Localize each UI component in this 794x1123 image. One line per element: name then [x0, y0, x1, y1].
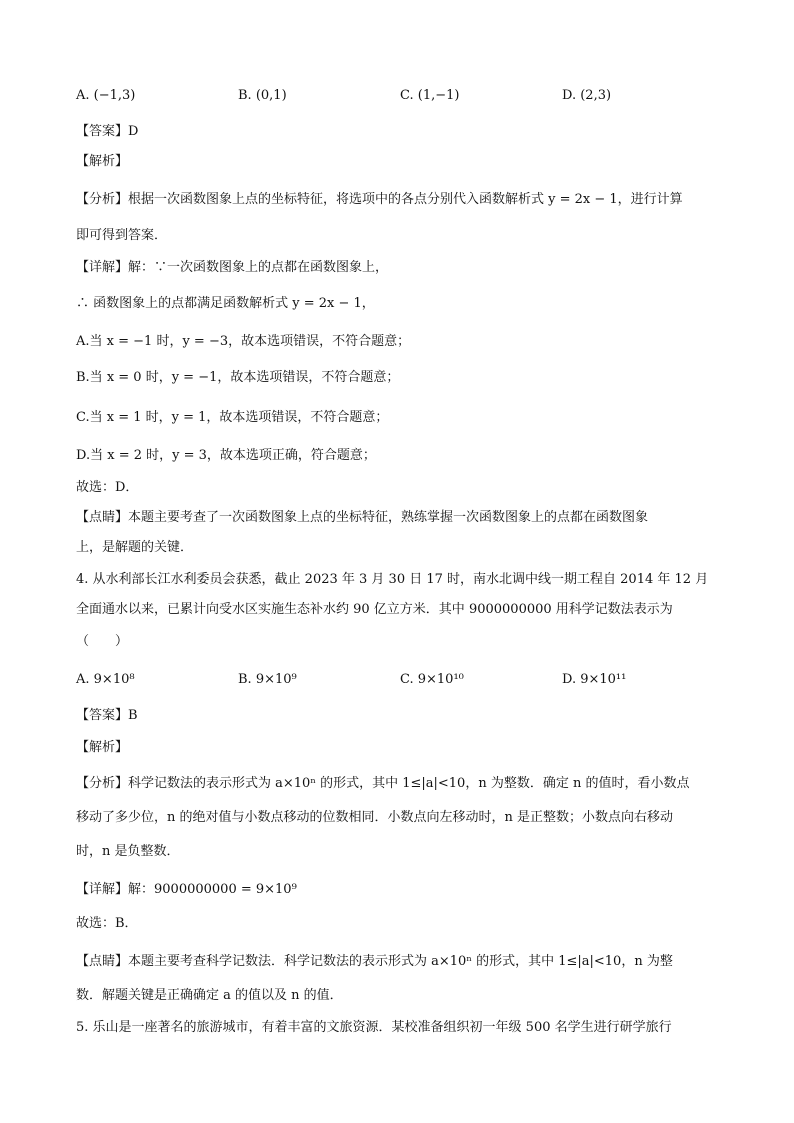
q3-b-check: B.当 x = 0 时，y = −1，故本选项错误，不符合题意； [76, 370, 400, 385]
q4-option-b: B. 9×10⁹ [238, 672, 297, 687]
q4-fenxi-line-3: 时，n 是负整数． [76, 844, 180, 859]
q3-answer: 【答案】D [76, 124, 139, 139]
q3-option-d: D. (2,3) [562, 88, 612, 103]
q3-option-c: C. (1,−1) [400, 88, 460, 103]
q3-analysis-label: 【解析】 [76, 154, 129, 169]
q3-d-check: D.当 x = 2 时，y = 3，故本选项正确，符合题意； [76, 448, 376, 463]
q4-option-d: D. 9×10¹¹ [562, 672, 627, 687]
q4-analysis-label: 【解析】 [76, 740, 129, 755]
q4-option-a: A. 9×10⁸ [76, 672, 135, 687]
q4-stem-line-1: 4. 从水利部长江水利委员会获悉，截止 2023 年 3 月 30 日 17 时，南水北调中线一期工程自 2014 年 12 月 [76, 572, 709, 587]
q3-a-check: A.当 x = −1 时，y = −3，故本选项错误，不符合题意； [76, 334, 411, 349]
q4-dianjing-line-1: 【点睛】本题主要考查科学记数法．科学记数法的表示形式为 a×10ⁿ 的形式，其中 1≤|a|<10，n 为整 [76, 954, 673, 969]
q4-dianjing-line-2: 数．解题关键是正确确定 a 的值以及 n 的值． [76, 988, 343, 1003]
q4-choose: 故选：B． [76, 916, 138, 931]
q3-dianjing-line-1: 【点睛】本题主要考查了一次函数图象上点的坐标特征，熟练掌握一次函数图象上的点都在函数图象 [76, 510, 649, 525]
q4-option-c: C. 9×10¹⁰ [400, 672, 464, 687]
q3-option-a: A. (−1,3) [76, 88, 136, 103]
q4-stem-line-2: 全面通水以来，已累计向受水区实施生态补水约 90 亿立方米．其中 9000000000 用科学记数法表示为 [76, 602, 673, 617]
q3-choose: 故选：D． [76, 480, 139, 495]
q3-therefore: ∴ 函数图象上的点都满足函数解析式 y = 2x − 1， [76, 296, 375, 311]
q3-fenxi-line-2: 即可得到答案． [76, 228, 168, 243]
q3-xiangjie: 【详解】解：∵一次函数图象上的点都在函数图象上， [76, 260, 389, 275]
q3-option-b: B. (0,1) [238, 88, 287, 103]
q4-xiangjie: 【详解】解：9000000000 = 9×10⁹ [76, 882, 297, 897]
q4-answer: 【答案】B [76, 708, 138, 723]
q3-dianjing-line-2: 上，是解题的关键． [76, 540, 194, 555]
q4-fenxi-line-2: 移动了多少位，n 的绝对值与小数点移动的位数相同．小数点向左移动时，n 是正整数；小数点向右移动 [76, 810, 674, 825]
q3-fenxi-line-1: 【分析】根据一次函数图象上点的坐标特征，将选项中的各点分别代入函数解析式 y = 2x − 1，进行计算 [76, 192, 683, 207]
q3-c-check: C.当 x = 1 时，y = 1，故本选项错误，不符合题意； [76, 410, 389, 425]
q4-fenxi-line-1: 【分析】科学记数法的表示形式为 a×10ⁿ 的形式，其中 1≤|a|<10，n 为整数．确定 n 的值时，看小数点 [76, 776, 690, 791]
q4-stem-line-3: （ ） [76, 634, 129, 649]
q5-stem-line-1: 5. 乐山是一座著名的旅游城市，有着丰富的文旅资源．某校准备组织初一年级 500 名学生进行研学旅行 [76, 1020, 672, 1035]
